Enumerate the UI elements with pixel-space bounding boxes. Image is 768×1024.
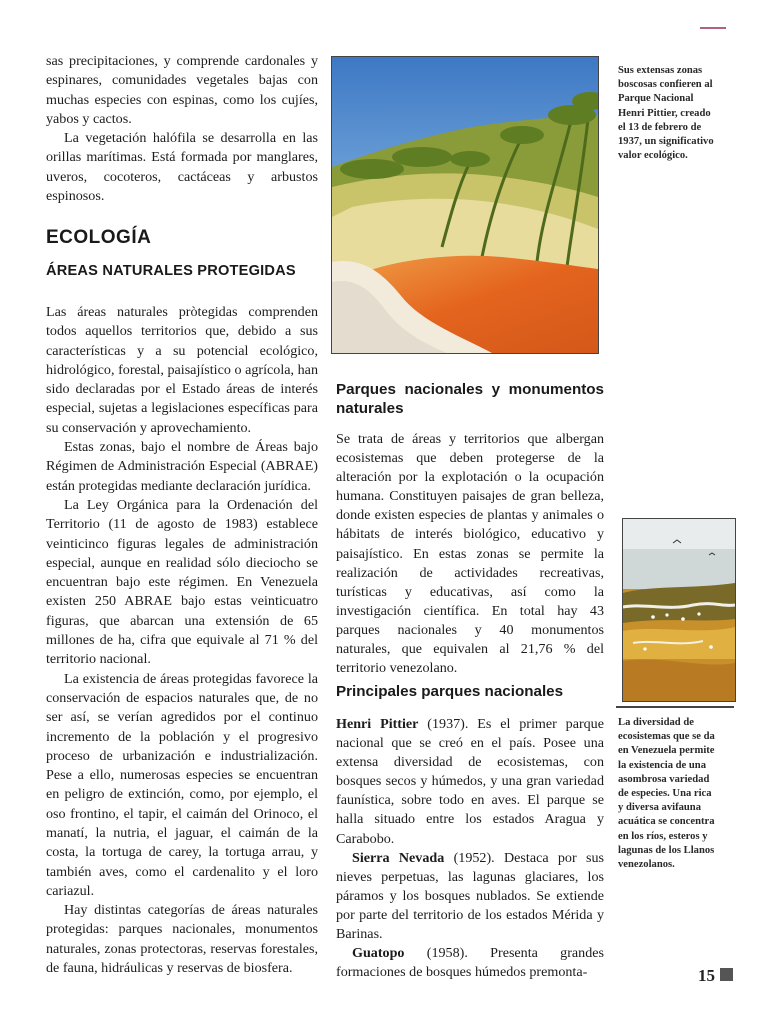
llanos-photo-caption: La diversidad de ecosistemas que se da en Venezuela permite la existencia de una asombrosa variedad de especies. Una rica y diversa avifauna acuática se concentra en los ríos, esteros y lagunas de los Llanos venezolanos. <box>618 717 715 871</box>
park-text-sierra-nevada: Destaca por sus nieves perpetuas, las lagunas glaciares, los páramos y los bosques nublados. Se extiende por parte del territorio de los estados Mérida y Barinas. <box>336 849 604 943</box>
beach-photo-caption: Sus extensas zonas boscosas confieren al Parque Nacional Henri Pittier, creado el 13 de febrero de 1937, un significativo valor ecológico. <box>618 65 714 162</box>
park-name-sierra-nevada: Sierra Nevada <box>352 849 445 866</box>
section-title: ECOLOGÍA <box>46 227 152 249</box>
park-entry-henri-pittier <box>336 715 604 849</box>
heading-parques-nacionales: Parques nacionales y monumentos naturales <box>336 381 604 417</box>
intro-paragraph-2: La vegetación halófila se desarrolla en las orillas marítimas. Está formada por manglares, uveros, cocoteros, cactáceas y arbustos espinosos. <box>46 130 318 205</box>
park-entry-guatopo <box>336 944 604 982</box>
page-number-box <box>720 968 733 981</box>
park-entry-sierra-nevada <box>336 849 604 944</box>
heading-principales-parques: Principales parques nacionales <box>336 683 564 700</box>
llanos-photo-illustration <box>623 519 735 701</box>
body-paragraph-2: Estas zonas, bajo el nombre de Áreas bajo Régimen de Administración Especial (ABRAE) están protegidas mediante declaración jurídica. <box>46 439 318 494</box>
subsection-title: ÁREAS NATURALES PROTEGIDAS <box>46 262 296 279</box>
park-year-sierra-nevada: (1952). <box>453 849 495 866</box>
body-paragraph-5: Hay distintas categorías de áreas naturales protegidas: parques nacionales, monumentos naturales, zonas protectoras, reservas forestales, de fauna, hidráulicas y reservas de biosfera. <box>46 902 318 977</box>
body-paragraph-3: La Ley Orgánica para la Ordenación del Territorio (11 de agosto de 1983) establece veinticinco figuras legales de administración especial, aunque en realidad sólo dieciocho se encuentran bajo este régimen. En Venezuela existen 250 ABRAE bajo estas veinticuatro figuras, que abarcan una extensión de 65 millones de ha, cifra que equivale al 71 % del territorio nacional. <box>46 496 318 668</box>
top-corner-mark <box>700 27 726 29</box>
park-year-henri-pittier: (1937). <box>427 716 469 732</box>
page-number: 15 <box>698 966 715 985</box>
park-text-henri-pittier: Es el primer parque nacional que se creó en el país. Posee una extensa diversidad de ecosistemas, con bosques secos y húmedos, y una gran variedad faunística, sobre todo en aves. El parque se halla situado entre los estados Aragua y Carabobo. <box>336 716 604 847</box>
beach-photo <box>331 56 599 354</box>
body-paragraph-1: Las áreas naturales pròtegidas comprenden todos aquellos territorios que, debido a sus características y a su potencial ecológico, hidrológico, forestal, paisajístico o agrícola, han sido declaradas por el Estado áreas de interés especial, sujetas a legislaciones específicas para su conservación y aprovechamiento. <box>46 303 318 436</box>
beach-photo-illustration <box>332 57 598 353</box>
intro-paragraph-1: sas precipitaciones, y comprende cardonales y espinares, comunidades vegetales bajas con muchas especies con espinas, como los cujíes, yabos y cactos. <box>46 53 318 127</box>
llanos-photo <box>622 518 736 702</box>
park-text-guatopo: Presenta grandes formaciones de bosques húmedos premonta- <box>336 945 604 981</box>
park-year-guatopo: (1958). <box>426 945 468 962</box>
body-paragraph-4: La existencia de áreas protegidas favorece la conservación de espacios naturales que, de no ser así, se verían agredidos por el continuo incremento de la población y el progresivo proceso de urbanización e industrialización. Pese a ello, numerosas especies se encuentran en peligro de extinción, como, por ejemplo, el oso frontino, el tapir, el caimán del Orinoco, el manatí, la nutria, el jaguar, el caimán de la costa, la tortuga de carey, la tortuga arrau, y también aves, como el cardenalito y el loro cariazul. <box>46 670 318 899</box>
caption-rule <box>616 706 734 708</box>
paragraph-parques: Se trata de áreas y territorios que albergan ecosistemas que deben protegerse de la alteración por la explotación o la ocupación humana. Constituyen paisajes de gran belleza, donde existen especies de plantas y animales o hábitats de interés biológico, educativo y paisajístico. En estas zonas se permite la realización de actividades recreativas, turísticas y educativas, así como la investigación científica. En total hay 43 parques nacionales y 40 monumentos naturales, que equivalen al 21,76 % del territorio venezolano. <box>336 431 604 677</box>
middle-column-principales <box>336 682 604 982</box>
park-name-henri-pittier: Henri Pittier <box>336 716 419 732</box>
middle-column-parques <box>336 380 604 678</box>
left-column <box>46 52 318 978</box>
park-name-guatopo: Guatopo <box>352 945 405 962</box>
